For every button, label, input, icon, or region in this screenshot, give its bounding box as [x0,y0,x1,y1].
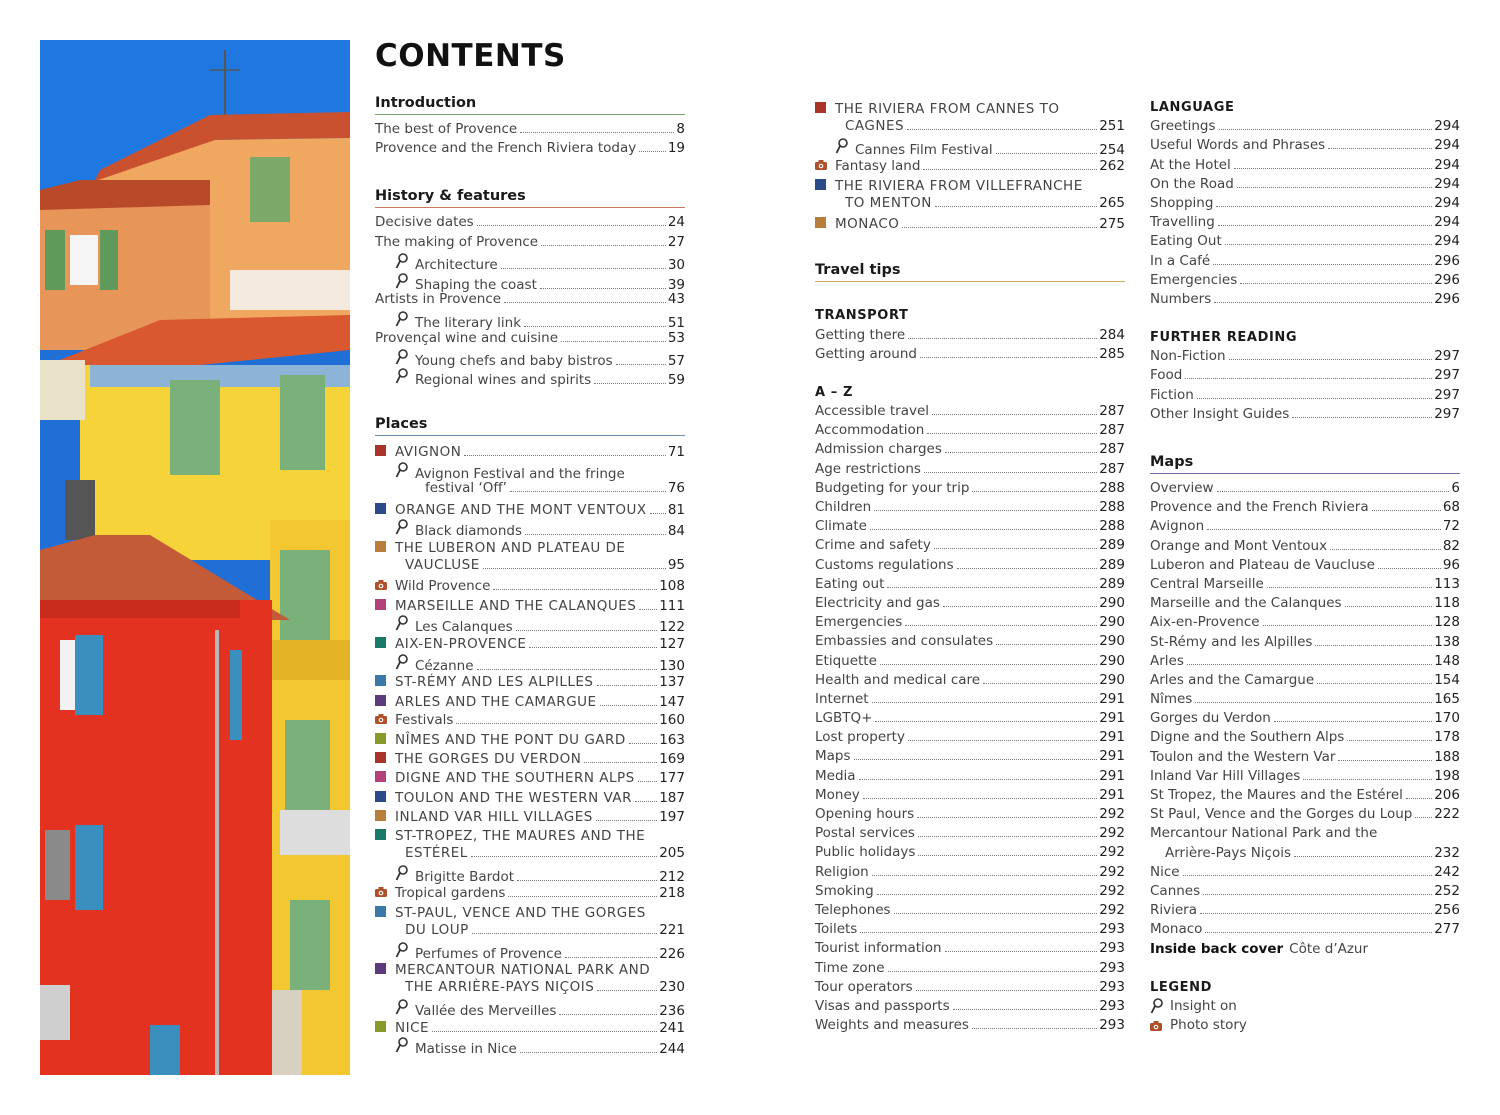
region-color-square [815,175,835,194]
region-color-square [375,902,395,921]
toc-entry-continued[interactable]: THE ARRIÈRE-PAYS NIÇOIS 230 [405,979,685,996]
toc-entry[interactable]: Young chefs and baby bistros 57 [375,348,685,367]
toc-entry[interactable]: Decisive dates 24 [375,214,685,231]
toc-entry[interactable]: Tour operators 293 [815,978,1125,995]
toc-entry[interactable]: Public holidays 292 [815,844,1125,861]
toc-entry[interactable]: Maps 291 [815,748,1125,765]
toc-entry[interactable]: Nice 242 [1150,863,1460,880]
toc-entry[interactable]: Visas and passports 293 [815,997,1125,1014]
toc-entry[interactable]: At the Hotel 294 [1150,156,1460,173]
region-color-square [375,748,395,767]
region-color-square [375,691,395,710]
toc-entry[interactable]: On the Road 294 [1150,175,1460,192]
toc-entry-region[interactable]: ST-RÉMY AND LES ALPILLES 137 [375,671,685,690]
legend-insight: Insight on [1150,997,1460,1016]
toc-entry-region[interactable]: ORANGE AND THE MONT VENTOUX 81 [375,499,685,518]
toc-entry[interactable]: Electricity and gas 290 [815,594,1125,611]
region-color-square [375,959,395,978]
insight-icon [395,348,415,367]
toc-entry[interactable]: Accessible travel 287 [815,403,1125,420]
toc-entry[interactable]: Budgeting for your trip 288 [815,479,1125,496]
toc-entry[interactable]: Overview 6 [1150,480,1460,496]
toc-entry[interactable]: Health and medical care 290 [815,671,1125,688]
toc-entry[interactable]: Age restrictions 287 [815,460,1125,477]
toc-entry[interactable]: Customs regulations 289 [815,556,1125,573]
toc-entry[interactable]: Shopping 294 [1150,194,1460,211]
region-color-square [375,825,395,844]
toc-entry[interactable]: Cannes 252 [1150,882,1460,899]
toc-entry[interactable]: Shaping the coast 39 [375,271,685,290]
toc-entry[interactable]: Numbers 296 [1150,290,1460,307]
subheading-further-reading: FURTHER READING [1150,330,1298,346]
toc-entry-continued[interactable]: DU LOUP 221 [405,921,685,938]
toc-entry-region[interactable]: NICE 241 [375,1017,685,1036]
toc-entry[interactable]: Travelling 294 [1150,214,1460,231]
toc-entry[interactable]: Crime and safety 289 [815,537,1125,554]
toc-entry[interactable]: Non-Fiction 297 [1150,348,1460,365]
toc-entry-region[interactable]: THE LUBERON AND PLATEAU DE [375,537,685,556]
toc-entry-region[interactable]: ARLES AND THE CAMARGUE 147 [375,691,685,710]
toc-entry[interactable]: Avignon 72 [1150,518,1460,535]
back-cover-entry[interactable]: Inside back cover Côte d’Azur [1150,940,1369,957]
toc-entry[interactable]: Religion 292 [815,863,1125,880]
toc-entry[interactable]: Time zone 293 [815,959,1125,976]
toc-entry[interactable]: Wild Provence 108 [375,575,685,594]
toc-entry[interactable]: Les Calanques 122 [375,614,685,633]
toc-entry[interactable]: Getting around 285 [815,345,1125,362]
toc-entry[interactable]: Getting there 284 [815,326,1125,343]
toc-entry-region[interactable]: ST-TROPEZ, THE MAURES AND THE [375,825,685,844]
toc-entry[interactable]: Matisse in Nice 244 [375,1036,685,1055]
region-color-square [815,213,835,232]
toc-entry-region[interactable]: MERCANTOUR NATIONAL PARK AND [375,959,685,978]
insight-icon [395,1036,415,1055]
cover-photo [40,40,350,1075]
toc-entry[interactable]: Provençal wine and cuisine 53 [375,329,685,346]
toc-entry-region[interactable]: NÎMES AND THE PONT DU GARD 163 [375,729,685,748]
toc-entry-region[interactable]: AIX-EN-PROVENCE 127 [375,633,685,652]
toc-entry[interactable]: Tropical gardens 218 [375,882,685,901]
toc-entry[interactable]: In a Café 296 [1150,252,1460,269]
toc-entry[interactable]: St-Rémy and les Alpilles 138 [1150,633,1460,650]
toc-entry-region[interactable]: AVIGNON 71 [375,441,685,460]
toc-entry[interactable]: Arles 148 [1150,652,1460,669]
toc-entry[interactable]: Etiquette 290 [815,652,1125,669]
toc-entry[interactable]: Central Marseille 113 [1150,575,1460,592]
toc-entry[interactable]: St Paul, Vence and the Gorges du Loup 222 [1150,806,1460,823]
toc-entry[interactable]: Luberon and Plateau de Vaucluse 96 [1150,556,1460,573]
photo-story-icon [375,575,395,594]
insight-icon [395,998,415,1017]
toc-entry[interactable]: Greetings 294 [1150,118,1460,135]
toc-entry[interactable]: Avignon Festival and the fringe [375,460,685,479]
photo-story-icon [1150,1021,1170,1031]
toc-entry[interactable]: Perfumes of Provence 226 [375,940,685,959]
toc-entry-region[interactable]: DIGNE AND THE SOUTHERN ALPS 177 [375,767,685,786]
toc-entry[interactable]: St Tropez, the Maures and the Estérel 206 [1150,787,1460,803]
toc-entry-continued[interactable]: ESTÉREL 205 [405,845,685,861]
region-color-square [375,633,395,652]
insight-icon [395,518,415,537]
page-title: CONTENTS [375,38,566,74]
toc-entry[interactable]: Lost property 291 [815,729,1125,746]
maps-list-tail [1150,863,1460,940]
insight-icon [395,652,415,671]
toc-entry[interactable]: Cannes Film Festival 254 [815,136,1125,155]
toc-entry[interactable]: Brigitte Bardot 212 [375,863,685,882]
region-color-square [375,441,395,460]
toc-entry[interactable]: Children 288 [815,499,1125,515]
toc-entry[interactable]: Useful Words and Phrases 294 [1150,137,1460,154]
toc-entry-region[interactable]: MONACO 275 [815,213,1125,232]
toc-entry-continued[interactable]: Arrière-Pays Niçois 232 [1165,844,1460,861]
toc-entry[interactable]: Opening hours 292 [815,806,1125,822]
insight-icon [395,460,415,479]
contents-column-2 [815,98,1125,1035]
toc-entry[interactable]: Smoking 292 [815,882,1125,899]
toc-entry-region[interactable]: THE GORGES DU VERDON 169 [375,748,685,767]
section-heading-travel-tips: Travel tips [815,257,1125,282]
photo-story-icon [375,710,395,729]
toc-entry-continued[interactable]: CAGNES 251 [845,118,1125,135]
toc-entry[interactable]: Inland Var Hill Villages 198 [1150,767,1460,784]
section-heading-history: History & features [375,183,685,208]
region-color-square [375,499,395,518]
toc-entry[interactable]: Artists in Provence 43 [375,291,685,308]
region-color-square [375,806,395,825]
toc-entry[interactable]: Telephones 292 [815,901,1125,918]
toc-entry[interactable]: The making of Provence 27 [375,233,685,250]
toc-entry[interactable]: Tourist information 293 [815,940,1125,957]
region-color-square [815,98,835,117]
toc-entry[interactable]: The literary link 51 [375,309,685,328]
toc-entry[interactable]: Arles and the Camargue 154 [1150,671,1460,688]
section-heading-maps: Maps [1150,449,1460,474]
toc-entry[interactable]: Riviera 256 [1150,902,1460,919]
toc-entry[interactable]: Festivals 160 [375,710,685,729]
toc-entry[interactable]: LGBTQ+ 291 [815,710,1125,727]
toc-entry[interactable]: Aix-en-Provence 128 [1150,614,1460,631]
toc-entry[interactable]: Toulon and the Western Var 188 [1150,748,1460,765]
toc-entry-region[interactable]: THE RIVIERA FROM CANNES TO [815,98,1125,117]
toc-entry[interactable]: Vallée des Merveilles 236 [375,998,685,1017]
toc-entry[interactable]: Emergencies 290 [815,614,1125,631]
toc-entry[interactable]: Provence and the French Riviera 68 [1150,499,1460,516]
subheading-a-z: A – Z [815,384,854,400]
toc-entry-region[interactable]: THE RIVIERA FROM VILLEFRANCHE [815,175,1125,194]
region-color-square [375,1017,395,1036]
photo-story-icon [815,156,835,175]
toc-entry[interactable]: Toilets 293 [815,921,1125,938]
insight-icon [395,252,415,271]
insight-icon [395,940,415,959]
toc-entry[interactable]: Mercantour National Park and the [1150,825,1378,842]
toc-entry-region[interactable]: MARSEILLE AND THE CALANQUES 111 [375,595,685,614]
toc-entry[interactable]: Weights and measures 293 [815,1017,1125,1034]
photo-story-icon [375,882,395,901]
section-heading-introduction: Introduction [375,90,685,115]
toc-entry-continued[interactable]: festival ‘Off’ 76 [425,480,685,497]
toc-entry-continued[interactable]: VAUCLUSE 95 [405,557,685,574]
insight-icon [395,614,415,633]
insight-icon [395,271,415,290]
toc-entry[interactable]: Fantasy land 262 [815,156,1125,175]
insight-icon [835,136,855,155]
further-reading-list [1150,347,1460,424]
toc-entry[interactable]: Black diamonds 84 [375,518,685,537]
toc-entry[interactable]: Cézanne 130 [375,652,685,671]
a-z-list [815,402,1125,1035]
insight-icon [395,367,415,386]
toc-entry[interactable]: Postal services 292 [815,825,1125,842]
toc-entry[interactable]: Admission charges 287 [815,441,1125,458]
subheading-transport: TRANSPORT [815,308,909,324]
region-color-square [375,767,395,786]
toc-entry[interactable]: Fiction 297 [1150,386,1460,403]
toc-entry[interactable]: Gorges du Verdon 170 [1150,710,1460,727]
region-color-square [375,595,395,614]
toc-entry[interactable]: Embassies and consulates 290 [815,633,1125,650]
toc-entry[interactable]: Architecture 30 [375,252,685,271]
toc-entry[interactable]: Provence and the French Riviera today 19 [375,140,685,157]
insight-icon [395,309,415,328]
section-heading-places: Places [375,411,685,436]
region-color-square [375,671,395,690]
toc-entry[interactable]: Orange and Mont Ventoux 82 [1150,537,1460,554]
toc-entry[interactable]: Food 297 [1150,367,1460,384]
subheading-language: LANGUAGE [1150,100,1235,115]
toc-entry[interactable]: Marseille and the Calanques 118 [1150,595,1460,612]
insight-icon [1150,998,1170,1014]
insight-icon [395,863,415,882]
contents-column-3 [1150,98,1460,1035]
toc-entry-continued[interactable]: TO MENTON 265 [845,194,1125,211]
contents-column-1 [375,90,685,1058]
toc-entry[interactable]: Internet 291 [815,690,1125,707]
colorful-houses-illustration [40,40,350,1075]
toc-entry-region[interactable]: INLAND VAR HILL VILLAGES 197 [375,806,685,825]
toc-entry[interactable]: Digne and the Southern Alps 178 [1150,729,1460,746]
region-color-square [375,537,395,556]
toc-entry[interactable]: Media 291 [815,767,1125,784]
toc-entry-region[interactable]: ST-PAUL, VENCE AND THE GORGES [375,902,685,921]
toc-entry[interactable]: The best of Provence 8 [375,121,685,137]
toc-entry[interactable]: Regional wines and spirits 59 [375,367,685,386]
toc-entry[interactable]: Other Insight Guides 297 [1150,405,1460,422]
toc-entry[interactable]: Accommodation 287 [815,422,1125,439]
subheading-legend: LEGEND [1150,979,1212,995]
toc-entry[interactable]: Monaco 277 [1150,921,1460,938]
maps-list [1150,479,1460,824]
toc-entry-region[interactable]: TOULON AND THE WESTERN VAR 187 [375,786,685,805]
legend-photo-story: Photo story [1150,1016,1460,1035]
toc-entry[interactable]: Climate 288 [815,518,1125,535]
toc-entry[interactable]: Emergencies 296 [1150,271,1460,288]
toc-entry[interactable]: Money 291 [815,786,1125,803]
language-list [1150,117,1460,309]
region-color-square [375,729,395,748]
toc-entry[interactable]: Eating Out 294 [1150,233,1460,250]
region-color-square [375,786,395,805]
toc-entry[interactable]: Eating out 289 [815,575,1125,592]
toc-entry[interactable]: Nîmes 165 [1150,691,1460,708]
